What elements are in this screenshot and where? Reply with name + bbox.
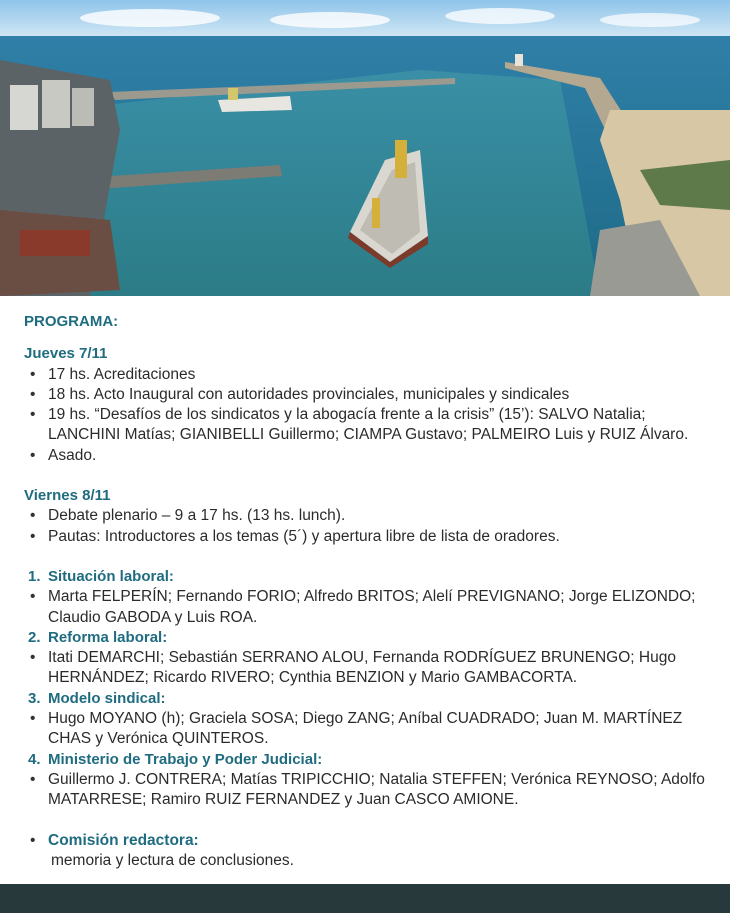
- section-number: 3.: [28, 689, 41, 707]
- section-participants: • Marta FELPERÍN; Fernando FORIO; Alfredo BRITOS; Alelí PREVIGNANO; Jorge ELIZONDO; Claudio GABODA y Luis ROA.: [24, 587, 714, 628]
- day-list-jueves: [24, 365, 714, 466]
- footer-bar: [0, 884, 730, 913]
- section-title: [24, 689, 714, 709]
- list-item: • Pautas: Introductores a los temas (5´) y apertura libre de lista de oradores.: [24, 527, 714, 547]
- section-number: 4.: [28, 750, 41, 768]
- section-number: 1.: [28, 567, 41, 585]
- section-label: Modelo sindical:: [48, 689, 166, 707]
- hero-photo: [0, 0, 730, 296]
- section-label: Situación laboral:: [48, 567, 174, 585]
- day-list-viernes: [24, 506, 714, 547]
- list-item: • Asado.: [24, 446, 714, 466]
- section-label: Reforma laboral:: [48, 628, 168, 646]
- section-title: [24, 750, 714, 770]
- day-title-jueves: Jueves 7/11: [24, 345, 108, 363]
- section-title: [24, 628, 714, 648]
- program-content: [24, 312, 714, 871]
- list-item: • Debate plenario – 9 a 17 hs. (13 hs. lunch).: [24, 506, 714, 526]
- list-item: • 18 hs. Acto Inaugural con autoridades provinciales, municipales y sindicales: [24, 385, 714, 405]
- program-title: PROGRAMA:: [24, 313, 119, 330]
- section-label: Ministerio de Trabajo y Poder Judicial:: [48, 750, 323, 768]
- committee-text: memoria y lectura de conclusiones.: [51, 851, 294, 869]
- list-item: • 19 hs. “Desafíos de los sindicatos y la abogacía frente a la crisis” (15’): SALVO Natalia; LANCHINI Matías; GIANIBELLI Guillermo; CIAMPA Gustavo; PALMEIRO Luis y RUIZ Álvaro.: [24, 405, 714, 446]
- section-number: 2.: [28, 628, 41, 646]
- committee-item: [24, 831, 714, 872]
- section-participants: • Itati DEMARCHI; Sebastián SERRANO ALOU, Fernanda RODRÍGUEZ BRUNENGO; Hugo HERNÁNDEZ; Ricardo RIVERO; Cynthia BENZION y Mario GAMBACORTA.: [24, 648, 714, 689]
- section-participants: • Hugo MOYANO (h); Graciela SOSA; Diego ZANG; Aníbal CUADRADO; Juan M. MARTÍNEZ CHAS y Verónica QUINTEROS.: [24, 709, 714, 750]
- day-title-viernes: Viernes 8/11: [24, 487, 111, 505]
- list-item: • 17 hs. Acreditaciones: [24, 365, 714, 385]
- section-participants: • Guillermo J. CONTRERA; Matías TRIPICCHIO; Natalia STEFFEN; Verónica REYNOSO; Adolfo MATARRESE; Ramiro RUIZ FERNANDEZ y Juan CASCO AMIONE.: [24, 770, 714, 811]
- section-title: [24, 567, 714, 587]
- aerial-port-photo: [0, 0, 730, 296]
- committee-title: Comisión redactora:: [48, 831, 199, 849]
